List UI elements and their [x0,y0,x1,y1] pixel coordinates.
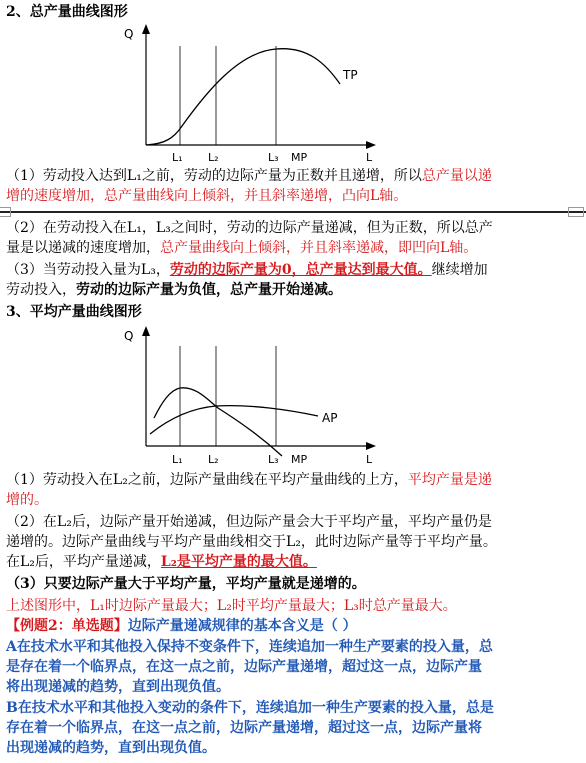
tp-graph [110,22,380,167]
x-label: L [366,453,373,466]
tick-l2: L₂ [208,151,219,164]
para3-tail: 继续增加 [431,262,488,278]
para3-text2: 劳动投入， [6,282,76,298]
para3-bold: 劳动的边际产量为负值，总产量开始递减。 [76,282,342,298]
tick-l3: L₃ [268,453,279,466]
option-b-line3: 出现递减的趋势，直到出现负值。 [6,740,216,756]
para4-line2: 增的。 [6,492,48,508]
para4-line1 [6,470,582,490]
ap-graph [110,322,380,470]
x-axis-arrow [366,442,376,450]
para2-highlight: 总产量曲线向上倾斜，并且斜率递减，即凹向L轴。 [160,240,478,256]
para1-text: （1）劳动投入达到L₁之前，劳动的边际产量为正数并且递增，所以 [6,168,422,184]
para5-text: 在L₂后，平均产量递减， [6,554,161,570]
para5-line1: （2）在L₂后，边际产量开始递减，但边际产量会大于平均产量，平均产量仍是 [6,514,492,530]
tick-l3: L₃ [268,151,279,164]
para5-highlight: L₂是平均产量的最大值。 [160,554,317,570]
para3-text: （3）当劳动投入量为L₃， [6,262,170,278]
para2-line2 [6,238,582,258]
x-label: L [366,151,373,164]
y-axis-arrow [142,24,150,34]
para2-line1: （2）在劳动投入在L₁，L₃之间时，劳动的边际产量递减，但为正数，所以总产 [6,220,493,236]
tick-l1: L₁ [172,453,183,466]
q-label: Q [124,329,134,343]
tick-l2: L₂ [208,453,219,466]
para1-line1 [6,166,582,186]
para3-line2 [6,280,582,300]
example-question [6,616,582,636]
divider-marker-left [0,207,11,217]
page-divider [0,211,586,213]
para4-text: （1）劳动投入在L₂之前，边际产量曲线在平均产量曲线的上方， [6,472,408,488]
option-a-line2: 是存在着一个临界点，在这一点之前，边际产量递增，超过这一点，边际产量 [6,659,482,675]
para3-highlight: 劳动的边际产量为0，总产量达到最大值。 [169,262,432,278]
para2-text: 量是以递减的速度增加， [6,240,160,256]
option-a-line3: 将出现递减的趋势，直到出现负值。 [6,679,230,695]
para5-line3 [6,552,582,572]
option-b-line2: 存在着一个临界点，在这一点之前，边际产量递增，超过这一点，边际产量将 [6,720,482,736]
para3-line1 [6,260,582,280]
ap-label: AP [322,411,338,425]
ap-curve [150,406,318,434]
para5-line2: 递增的。边际产量曲线与平均产量曲线相交于L₂，此时边际产量等于平均产量。 [6,534,497,550]
x-axis-arrow [366,141,376,149]
option-a-line1: A在技术水平和其他投入保持不变条件下，连续追加一种生产要素的投入量，总 [6,639,493,655]
q-label: Q [124,27,134,41]
para1-line2: 增的速度增加，总产量曲线向上倾斜，并且斜率递增，凸向L轴。 [6,188,408,204]
option-b-line1: B在技术水平和其他投入变动的条件下，连续追加一种生产要素的投入量，总是 [6,700,494,716]
para1-highlight: 总产量以递 [421,168,492,184]
para4-highlight: 平均产量是递 [407,472,492,488]
divider-marker-right [568,207,584,217]
tick-l1: L₁ [172,151,183,164]
tp-curve [146,49,340,145]
section-title-average-product: 3、平均产量曲线图形 [6,304,142,320]
tp-label: TP [343,68,358,82]
section-title-total-product: 2、总产量曲线图形 [6,4,128,20]
para6-line1: （3）只要边际产量大于平均产量，平均产量就是递增的。 [6,576,366,592]
example-tag: 【例题2：单选题】 [6,618,128,634]
summary-line: 上述图形中，L₁时边际产量最大；L₂时平均产量最大；L₃时总产量最大。 [6,598,457,614]
tick-mp: MP [291,453,308,466]
y-axis-arrow [142,326,150,336]
tick-mp: MP [291,151,308,164]
example-question-text: 边际产量递减规律的基本含义是（ ） [127,618,357,634]
